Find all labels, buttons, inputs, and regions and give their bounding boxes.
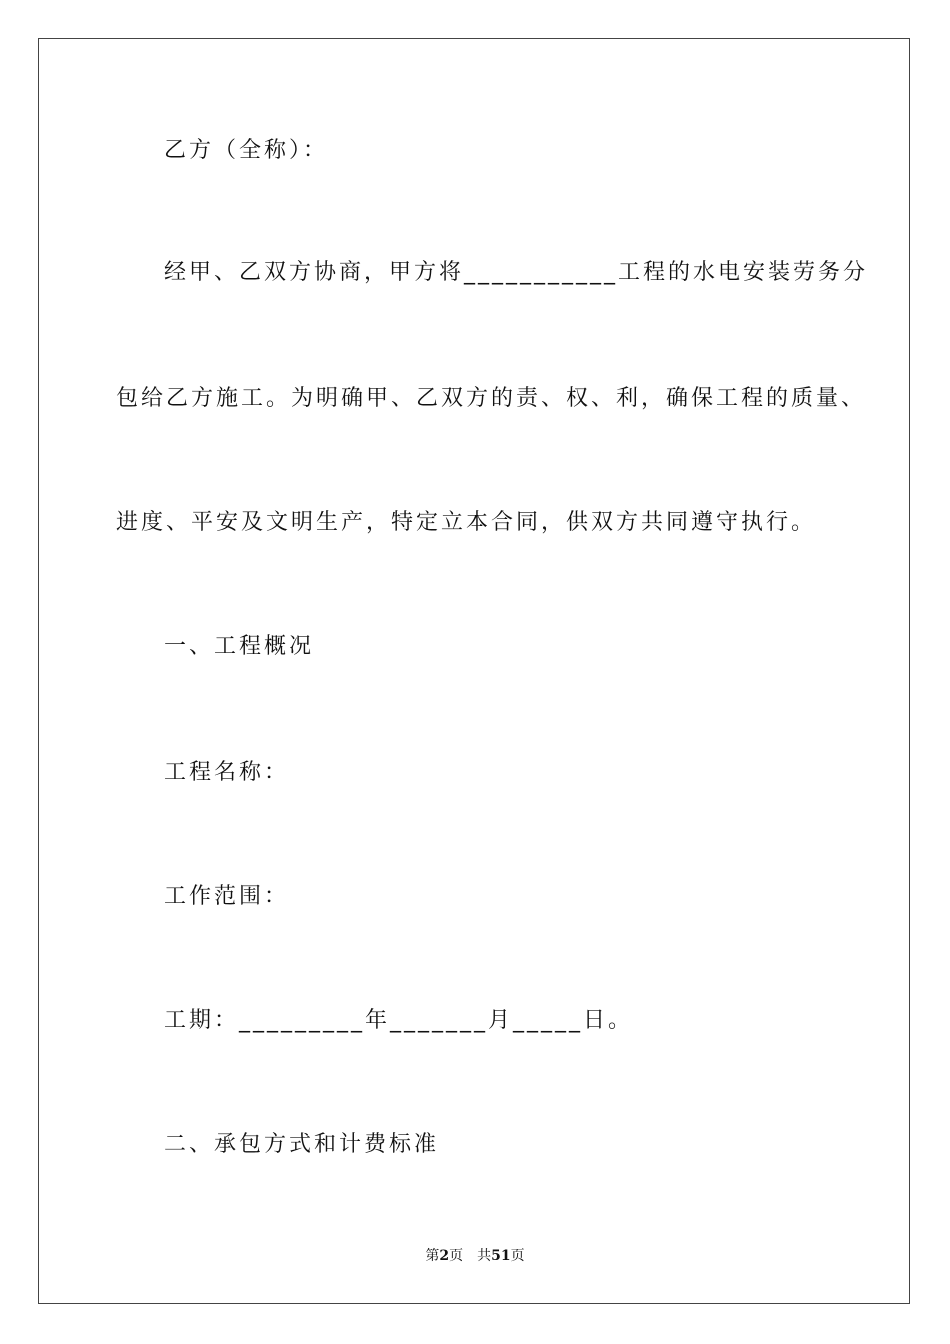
work-scope-label: 工作范围：	[164, 884, 290, 909]
page-footer	[0, 1246, 950, 1266]
section-heading-contract-method: 二、承包方式和计费标准	[164, 1132, 440, 1157]
footer-total-prefix: 共	[477, 1248, 492, 1264]
footer-total-suffix: 页	[510, 1248, 525, 1264]
intro-paragraph-line-3: 进度、平安及文明生产，特定立本合同，供双方共同遵守执行。	[116, 510, 817, 535]
duration-line: 工期：_________年_______月_____日。	[164, 1008, 634, 1033]
intro-paragraph-line-1: 经甲、乙双方协商，甲方将___________工程的水电安装劳务分	[164, 260, 869, 285]
footer-page-suffix: 页	[449, 1248, 464, 1264]
footer-total-pages: 51	[491, 1248, 511, 1264]
section-heading-project-overview: 一、工程概况	[164, 634, 315, 659]
party-b-label: 乙方（全称）：	[164, 138, 329, 163]
footer-page-number: 2	[439, 1248, 450, 1264]
footer-prefix: 第	[425, 1248, 440, 1264]
page-frame	[38, 38, 910, 1304]
project-name-label: 工程名称：	[164, 760, 290, 785]
intro-paragraph-line-2: 包给乙方施工。为明确甲、乙双方的责、权、利，确保工程的质量、	[116, 386, 867, 411]
